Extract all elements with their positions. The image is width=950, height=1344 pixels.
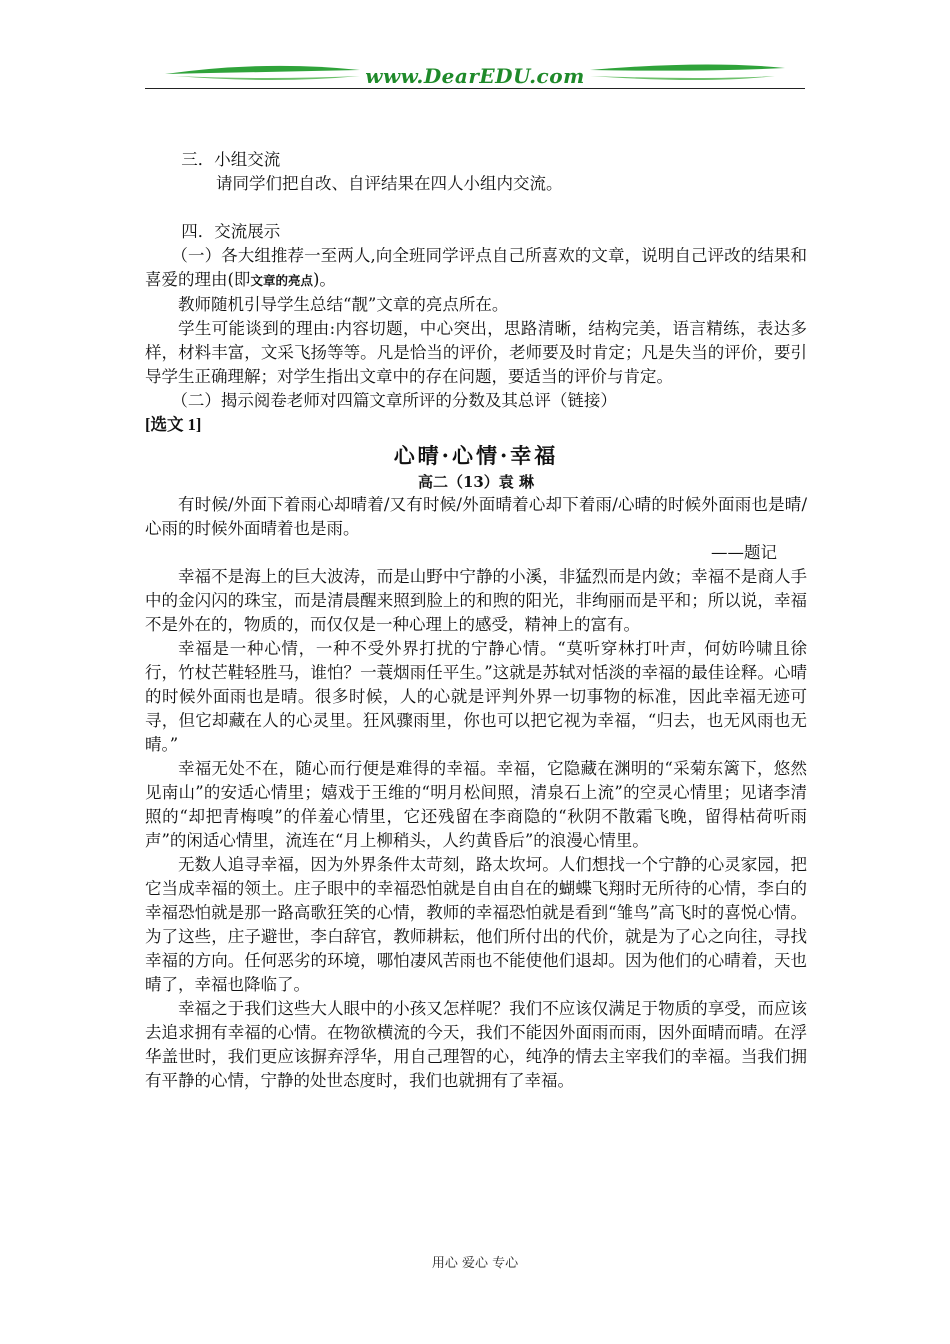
epigraph-signature: ——题记 — [711, 543, 777, 562]
page-footer: 用心 爱心 专心 — [431, 1256, 519, 1271]
section-4-heading: 四．交流展示 — [181, 222, 281, 241]
essay-paragraph: 幸福不是海上的巨大波涛，而是山野中宁静的小溪，非猛烈而是内敛；幸福不是商人手中的金闪闪的珠宝，而是清晨醒来照到脸上的和煦的阳光，非绚丽而是平和；所以说，幸福不是外在的，物质的，而仅仅是一种心理上的感受，精神上的富有。 — [145, 567, 807, 634]
header-divider — [145, 88, 805, 89]
essay-title: 心晴·心情·幸福 — [393, 443, 559, 468]
essay-paragraph: 无数人追寻幸福，因为外界条件太苛刻，路太坎坷。人们想找一个宁静的心灵家园，把它当成幸福的领土。庄子眼中的幸福恐怕就是自由自在的蝴蝶飞翔时无所待的心情，李白的幸福恐怕就是那一路高歌狂笑的心情，教师的幸福恐怕就是看到“雏鸟”高飞时的喜悦心情。为了这些，庄子避世，李白辞官，教师耕耘，他们所付出的代价，就是为了心之向往，寻找幸福的方向。任何恶劣的环境，哪怕凄风苦雨也不能使他们退却。因为他们的心晴着，天也晴了，幸福也降临了。 — [145, 855, 807, 994]
essay-epigraph: 有时候/外面下着雨心却晴着/又有时候/外面晴着心却下着雨/心晴的时候外面雨也是晴/心雨的时候外面晴着也是雨。 — [145, 495, 807, 538]
section-3-heading: 三．小组交流 — [181, 150, 281, 169]
highlight-note: 文章的亮点 — [250, 273, 313, 288]
section-4-para-1 — [145, 244, 807, 293]
section-4-para-1-text: （一）各大组推荐一至两人,向全班同学评点自己所喜欢的文章，说明自己评改的结果和喜爱的理由(即 — [145, 246, 807, 289]
essay-label: [选文 1] — [145, 415, 202, 434]
section-4-para-4: （二）揭示阅卷老师对四篇文章所评的分数及其总评（链接） — [171, 391, 617, 410]
section-3-text: 请同学们把自改、自评结果在四人小组内交流。 — [215, 174, 563, 193]
section-4-para-3: 学生可能谈到的理由:内容切题，中心突出，思路清晰，结构完美，语言精练，表达多样，材料丰富，文采飞扬等等。凡是恰当的评价，老师要及时肯定；凡是失当的评价，要引导学生正确理解；对学生指出文章中的存在问题，要适当的评价与肯定。 — [145, 319, 807, 386]
essay-paragraph: 幸福之于我们这些大人眼中的小孩又怎样呢？我们不应该仅满足于物质的享受，而应该去追求拥有幸福的心情。在物欲横流的今天，我们不能因外面雨而雨，因外面晴而晴。在浮华盖世时，我们更应该摒弃浮华，用自己理智的心，纯净的情去主宰我们的幸福。当我们拥有平静的心情，宁静的处世态度时，我们也就拥有了幸福。 — [145, 999, 807, 1090]
document-body — [145, 148, 807, 1093]
site-header — [145, 58, 805, 90]
essay-author: 高二（13）袁 琳 — [417, 473, 535, 491]
section-4-para-2: 教师随机引导学生总结“靓”文章的亮点所在。 — [178, 295, 509, 314]
section-4-para-1-end: )。 — [312, 270, 336, 289]
essay-paragraph: 幸福无处不在，随心而行便是难得的幸福。幸福，它隐藏在渊明的“采菊东篱下，悠然见南山”的安适心情里；嬉戏于王维的“明月松间照，清泉石上流”的空灵心情里；见诸李清照的“却把青梅嗅”的佯羞心情里，它还残留在李商隐的“秋阴不散霜飞晚，留得枯荷听雨声”的闲适心情里，流连在“月上柳稍头，人约黄昏后”的浪漫心情里。 — [145, 759, 807, 850]
site-url[interactable]: www.DearEDU.com — [365, 64, 585, 88]
essay-paragraph: 幸福是一种心情，一种不受外界打扰的宁静心情。“莫听穿林打叶声，何妨吟啸且徐行，竹杖芒鞋轻胜马，谁怕？一蓑烟雨任平生。”这就是苏轼对恬淡的幸福的最佳诠释。心晴的时候外面雨也是晴。很多时候，人的心就是评判外界一切事物的标准，因此幸福无迹可寻，但它却藏在人的心灵里。狂风骤雨里，你也可以把它视为幸福，“归去，也无风雨也无晴。” — [145, 639, 807, 754]
